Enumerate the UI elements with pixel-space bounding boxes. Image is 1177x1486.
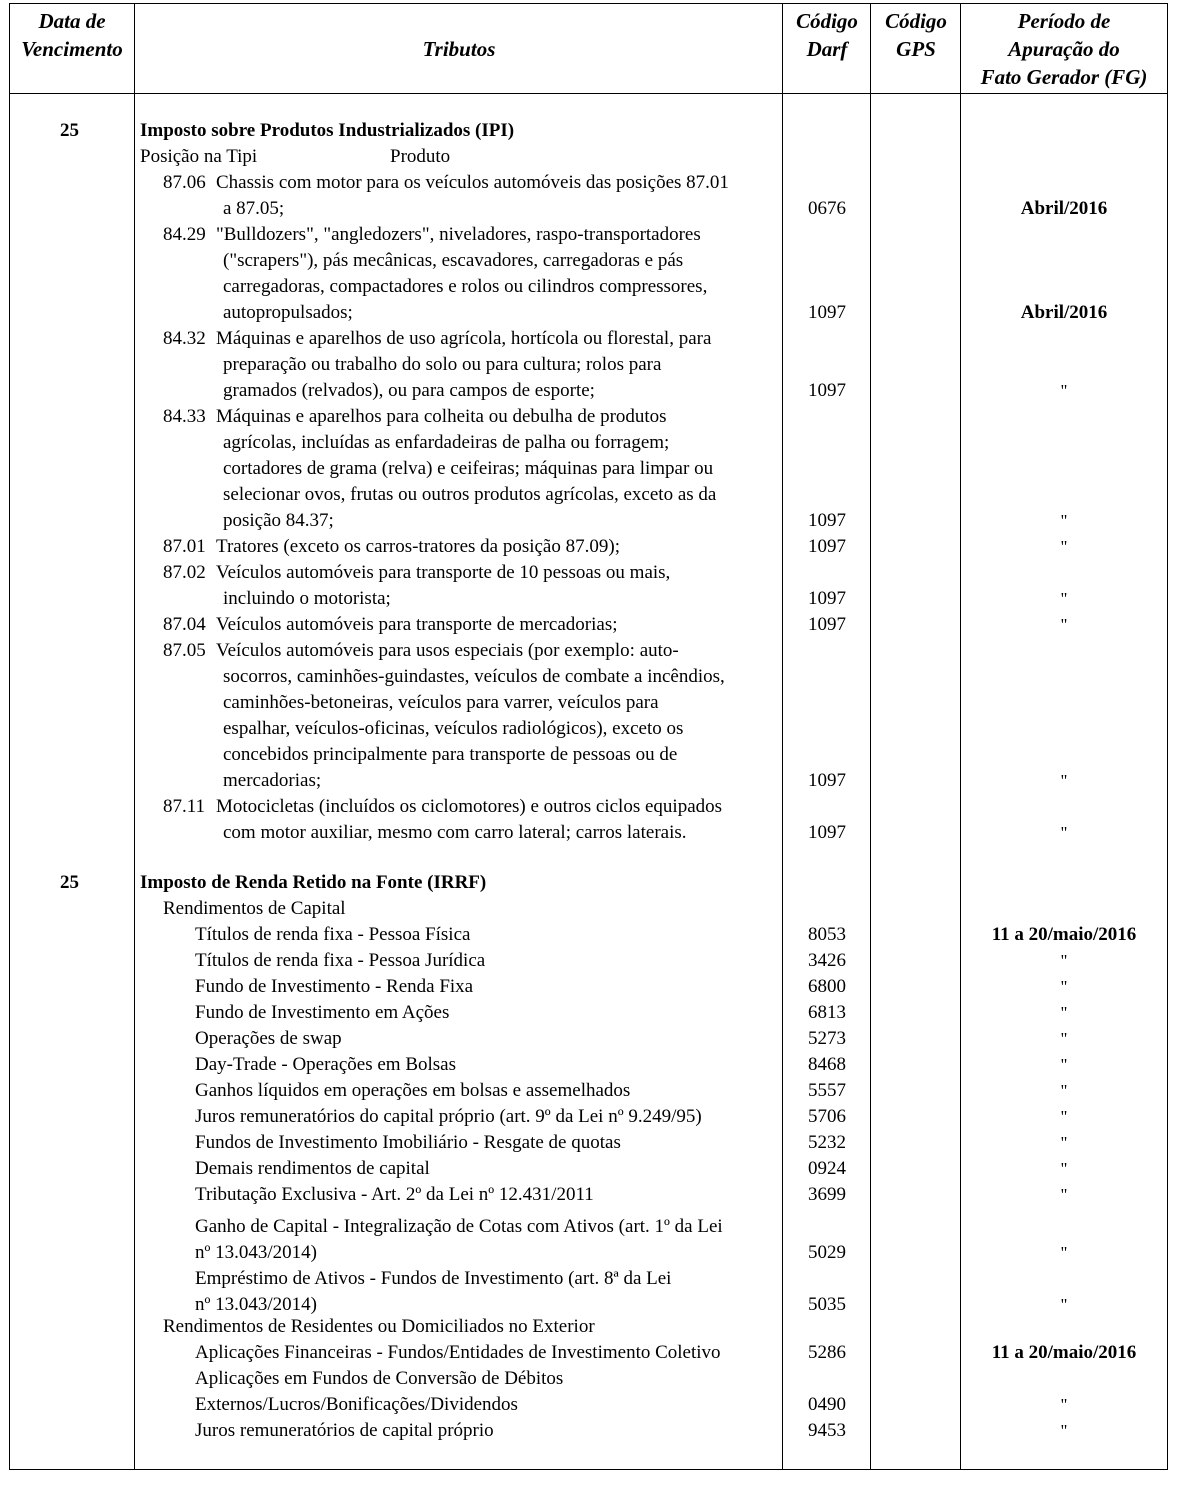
darf-code: 1097: [808, 510, 846, 531]
income-description: Juros remuneratórios de capital próprio: [195, 1420, 494, 1441]
header-darf: [784, 7, 870, 63]
tipi-position: 87.05: [163, 640, 206, 661]
darf-code: 6800: [808, 976, 846, 997]
tipi-position: 84.32: [163, 328, 206, 349]
ipi-subheader-product: Produto: [390, 146, 451, 167]
darf-code: 5706: [808, 1106, 846, 1127]
product-description: preparação ou trabalho do solo ou para cultura; rolos para: [223, 354, 662, 375]
income-description: Aplicações Financeiras - Fundos/Entidades de Investimento Coletivo: [195, 1342, 721, 1363]
product-description: gramados (relvados), ou para campos de esporte;: [223, 380, 595, 401]
product-description: Máquinas e aparelhos de uso agrícola, hortícola ou florestal, para: [216, 328, 712, 349]
product-description: "Bulldozers", "angledozers", niveladores, raspo-transportadores: [216, 224, 701, 245]
period-cell: ": [1060, 1081, 1068, 1100]
darf-code: 1097: [808, 770, 846, 791]
period-cell: ": [1060, 511, 1068, 530]
product-description: Veículos automóveis para transporte de mercadorias;: [216, 614, 618, 635]
darf-code: 5286: [808, 1342, 846, 1363]
income-description: Day-Trade - Operações em Bolsas: [195, 1054, 456, 1075]
darf-code: 5557: [808, 1080, 846, 1101]
product-description: autopropulsados;: [223, 302, 353, 323]
header-tributos: Tributos: [422, 37, 496, 61]
period-cell: 11 a 20/maio/2016: [991, 1342, 1137, 1363]
income-description: Externos/Lucros/Bonificações/Dividendos: [195, 1394, 518, 1415]
header-periodo-line: Período de: [1017, 9, 1111, 33]
period-cell: 11 a 20/maio/2016: [991, 924, 1137, 945]
darf-code: 3426: [808, 950, 846, 971]
product-description: Veículos automóveis para usos especiais (por exemplo: auto-: [216, 640, 679, 661]
header-date-line: Data de: [38, 9, 106, 33]
product-description: Motocicletas (incluídos os ciclomotores) e outros ciclos equipados: [216, 796, 723, 817]
header-date-line: Vencimento: [21, 37, 123, 61]
irrf-group-exterior: Rendimentos de Residentes ou Domiciliados no Exterior: [163, 1316, 595, 1337]
header-gps: [872, 7, 960, 63]
header-gps-line: Código: [885, 9, 947, 33]
darf-code: 5273: [808, 1028, 846, 1049]
product-description: Tratores (exceto os carros-tratores da posição 87.09);: [216, 536, 620, 557]
period-cell: ": [1060, 589, 1068, 608]
period-cell: ": [1060, 1421, 1068, 1440]
irrf-group-capital: Rendimentos de Capital: [163, 898, 346, 919]
income-description: Ganhos líquidos em operações em bolsas e assemelhados: [195, 1080, 631, 1101]
darf-code: 1097: [808, 380, 846, 401]
darf-code: 9453: [808, 1420, 846, 1441]
column-divider: [870, 3, 871, 1470]
product-description: com motor auxiliar, mesmo com carro lateral; carros laterais.: [223, 822, 687, 843]
tipi-position: 84.29: [163, 224, 206, 245]
product-description: Chassis com motor para os veículos automóveis das posições 87.01: [216, 172, 729, 193]
tipi-position: 87.01: [163, 536, 206, 557]
header-gps-line: GPS: [896, 37, 936, 61]
darf-code: 1097: [808, 588, 846, 609]
period-cell: ": [1060, 1107, 1068, 1126]
header-periodo: [962, 7, 1166, 91]
column-divider: [960, 3, 961, 1470]
tipi-position: 87.11: [163, 796, 206, 817]
period-cell: Abril/2016: [1020, 198, 1108, 219]
ipi-title: Imposto sobre Produtos Industrializados (IPI): [140, 120, 515, 141]
period-cell: ": [1060, 1055, 1068, 1074]
product-description: carregadoras, compactadores e rolos ou cilindros compressores,: [223, 276, 708, 297]
irrf-due-date: 25: [60, 872, 79, 893]
darf-code: 5035: [808, 1294, 846, 1315]
income-description: Fundo de Investimento em Ações: [195, 1002, 450, 1023]
product-description: espalhar, veículos-oficinas, veículos radiológicos), exceto os: [223, 718, 684, 739]
income-description: Títulos de renda fixa - Pessoa Jurídica: [195, 950, 486, 971]
period-cell: ": [1060, 1295, 1068, 1314]
product-description: selecionar ovos, frutas ou outros produtos agrícolas, exceto as da: [223, 484, 717, 505]
period-cell: ": [1060, 615, 1068, 634]
period-cell: ": [1060, 1243, 1068, 1262]
income-description: Títulos de renda fixa - Pessoa Física: [195, 924, 471, 945]
darf-code: 8053: [808, 924, 846, 945]
header-date: [10, 7, 134, 63]
darf-code: 1097: [808, 536, 846, 557]
darf-code: 0924: [808, 1158, 846, 1179]
product-description: caminhões-betoneiras, veículos para varrer, veículos para: [223, 692, 659, 713]
period-cell: ": [1060, 1395, 1068, 1414]
darf-code: 5029: [808, 1242, 846, 1263]
period-cell: ": [1060, 1003, 1068, 1022]
tipi-position: 87.06: [163, 172, 206, 193]
income-description: nº 13.043/2014): [195, 1294, 317, 1315]
period-cell: ": [1060, 771, 1068, 790]
darf-code: 8468: [808, 1054, 846, 1075]
period-cell: ": [1060, 977, 1068, 996]
darf-code: 1097: [808, 822, 846, 843]
tipi-position: 84.33: [163, 406, 206, 427]
income-description: Empréstimo de Ativos - Fundos de Investimento (art. 8ª da Lei: [195, 1268, 672, 1289]
column-divider: [782, 3, 783, 1470]
darf-code: 0676: [808, 198, 846, 219]
darf-code: 0490: [808, 1394, 846, 1415]
irrf-title: Imposto de Renda Retido na Fonte (IRRF): [140, 872, 487, 893]
period-cell: ": [1060, 381, 1068, 400]
income-description: Fundos de Investimento Imobiliário - Resgate de quotas: [195, 1132, 621, 1153]
column-divider: [134, 3, 135, 1470]
ipi-subheader-position: Posição na Tipi: [140, 146, 258, 167]
period-cell: Abril/2016: [1020, 302, 1108, 323]
product-description: mercadorias;: [223, 770, 322, 791]
product-description: posição 84.37;: [223, 510, 334, 531]
period-cell: ": [1060, 951, 1068, 970]
darf-code: 3699: [808, 1184, 846, 1205]
ipi-due-date: 25: [60, 120, 79, 141]
income-description: nº 13.043/2014): [195, 1242, 317, 1263]
darf-code: 6813: [808, 1002, 846, 1023]
header-periodo-line: Apuração do: [1008, 37, 1120, 61]
product-description: ("scrapers"), pás mecânicas, escavadores, carregadoras e pás: [223, 250, 684, 271]
tipi-position: 87.04: [163, 614, 206, 635]
header-periodo-line: Fato Gerador (FG): [980, 65, 1148, 89]
income-description: Tributação Exclusiva - Art. 2º da Lei nº 12.431/2011: [195, 1184, 594, 1205]
darf-code: 1097: [808, 614, 846, 635]
header-divider: [9, 93, 1168, 94]
period-cell: ": [1060, 1185, 1068, 1204]
income-description: Juros remuneratórios do capital próprio (art. 9º da Lei nº 9.249/95): [195, 1106, 702, 1127]
tipi-position: 87.02: [163, 562, 206, 583]
period-cell: ": [1060, 1133, 1068, 1152]
income-description: Fundo de Investimento - Renda Fixa: [195, 976, 474, 997]
period-cell: ": [1060, 823, 1068, 842]
product-description: Veículos automóveis para transporte de 10 pessoas ou mais,: [216, 562, 671, 583]
product-description: Máquinas e aparelhos para colheita ou debulha de produtos: [216, 406, 667, 427]
period-cell: ": [1060, 537, 1068, 556]
product-description: socorros, caminhões-guindastes, veículos de combate a incêndios,: [223, 666, 725, 687]
period-cell: ": [1060, 1029, 1068, 1048]
product-description: agrícolas, incluídas as enfardadeiras de palha ou forragem;: [223, 432, 670, 453]
header-darf-line: Código: [796, 9, 858, 33]
product-description: a 87.05;: [223, 198, 285, 219]
period-cell: ": [1060, 1159, 1068, 1178]
income-description: Operações de swap: [195, 1028, 342, 1049]
darf-code: 1097: [808, 302, 846, 323]
product-description: cortadores de grama (relva) e ceifeiras; máquinas para limpar ou: [223, 458, 714, 479]
darf-code: 5232: [808, 1132, 846, 1153]
income-description: Aplicações em Fundos de Conversão de Débitos: [195, 1368, 564, 1389]
income-description: Ganho de Capital - Integralização de Cotas com Ativos (art. 1º da Lei: [195, 1216, 723, 1237]
income-description: Demais rendimentos de capital: [195, 1158, 430, 1179]
product-description: incluindo o motorista;: [223, 588, 391, 609]
product-description: concebidos principalmente para transporte de pessoas ou de: [223, 744, 678, 765]
header-darf-line: Darf: [806, 37, 848, 61]
